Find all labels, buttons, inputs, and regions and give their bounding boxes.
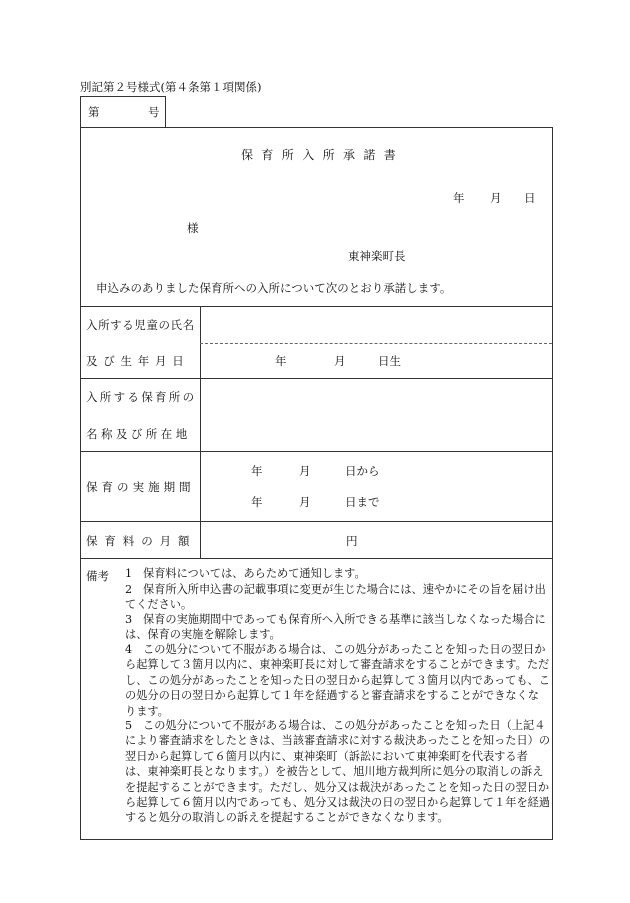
number-go: 号 xyxy=(148,105,160,119)
notes-label: 備考 xyxy=(86,569,109,583)
period-label: 保育の実施期間 xyxy=(86,480,195,494)
form-label: 別記第２号様式(第４条第１項関係) xyxy=(80,80,262,94)
note-2 xyxy=(125,582,550,613)
period-end-month: 月 xyxy=(299,495,311,509)
document-title: 保育所入所承諾書 xyxy=(241,148,405,162)
period-start-year: 年 xyxy=(251,464,263,478)
fee-yen: 円 xyxy=(346,534,358,548)
period-start-month: 月 xyxy=(299,464,311,478)
nursery-label-line2: 名称及び所在地 xyxy=(86,427,191,441)
child-label-line2: 及び生年月日 xyxy=(86,354,190,368)
intro-text: 申込みのありました保育所への入所について次のとおり承諾します。 xyxy=(96,281,452,295)
number-dai: 第 xyxy=(88,105,100,119)
note-number: 3 xyxy=(125,613,133,626)
note-4 xyxy=(125,642,550,719)
period-from: 日から xyxy=(345,464,380,478)
fee-label: 保育料の月額 xyxy=(86,534,197,548)
date-year: 年 xyxy=(453,191,465,205)
child-birth-month: 月 xyxy=(334,354,346,368)
child-birth-year: 年 xyxy=(275,354,287,368)
note-5 xyxy=(125,718,550,826)
note-1 xyxy=(125,566,550,581)
period-to: 日まで xyxy=(345,495,380,509)
note-text: 保育料については、あらためて通知します。 xyxy=(143,567,366,580)
period-end-year: 年 xyxy=(251,495,263,509)
note-text: この処分について不服がある場合は、この処分があったことを知った日（上記４により審査請求をしたときは、当該審査請求に対する裁決あったことを知った日）の翌日から起算して６箇月以内に、東神楽町（訴訟において東神楽町を代表する者は、東神楽町長となります。）を被告として、旭川地方裁判所に処分の取消しの訴えを提起することができます。ただし、処分又は裁決があったことを知った日の翌日から起算して６箇月以内であっても、処分又は裁決の日の翌日から起算して１年を経過すると処分の取消しの訴えを提起することができなくなります。 xyxy=(125,719,551,825)
note-number: 5 xyxy=(125,719,133,732)
child-birth-day: 日生 xyxy=(378,354,401,368)
nursery-label-line1: 入所する保育所の xyxy=(86,390,197,404)
note-number: 4 xyxy=(125,643,133,656)
note-3 xyxy=(125,612,550,643)
child-label-line1: 入所する児童の氏名 xyxy=(86,318,195,332)
issuer: 東神楽町長 xyxy=(348,249,406,263)
note-text: 保育の実施期間中であっても保育所へ入所できる基準に該当しなくなった場合には、保育の実施を解除します。 xyxy=(125,613,546,642)
date-day: 日 xyxy=(524,191,536,205)
note-text: この処分について不服がある場合は、この処分があったことを知った日の翌日から起算して３箇月以内に、東神楽町長に対して審査請求をすることができます。ただし、この処分があったことを知った日の翌日から起算して３箇月以内であっても、この処分の日の翌日から起算して１年を経過すると審査請求をすることができなくなります。 xyxy=(125,643,550,718)
addressee-suffix: 様 xyxy=(187,221,199,235)
note-text: 保育所入所申込書の記載事項に変更が生じた場合には、速やかにその旨を届け出てください。 xyxy=(125,583,546,612)
date-month: 月 xyxy=(490,191,502,205)
note-number: 1 xyxy=(125,567,133,580)
note-number: 2 xyxy=(125,583,133,596)
